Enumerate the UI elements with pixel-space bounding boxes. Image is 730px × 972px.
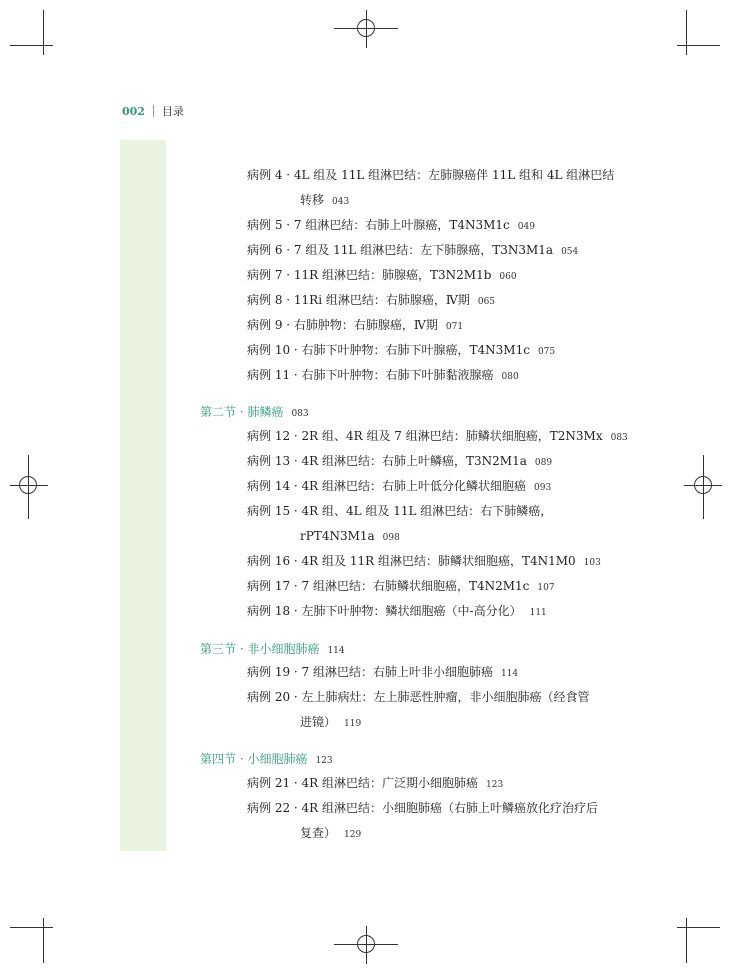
toc-entry[interactable]: 病例 20 · 左上肺病灶：左上肺恶性肿瘤，非小细胞肺癌（经食管 <box>247 690 590 704</box>
toc-entry[interactable]: 病例 6 · 7 组及 11L 组淋巴结：左下肺腺癌，T3N3M1a 054 <box>247 243 579 257</box>
toc-entry[interactable]: 病例 15 · 4R 组、4L 组及 11L 组淋巴结：右下肺鳞癌， <box>247 504 553 518</box>
toc-entry[interactable]: 病例 14 · 4R 组淋巴结：右肺上叶低分化鳞状细胞癌 093 <box>247 479 552 493</box>
toc-section-heading[interactable]: 第三节 · 非小细胞肺癌 114 <box>200 642 345 656</box>
toc-entry[interactable]: 病例 22 · 4R 组淋巴结：小细胞肺癌（右肺上叶鳞癌放化疗治疗后 <box>247 801 599 815</box>
toc-entry[interactable]: 病例 18 · 左肺下叶肿物：鳞状细胞癌（中-高分化） 111 <box>247 604 547 618</box>
toc-entry-continuation[interactable]: 进镜） 119 <box>300 715 362 729</box>
toc-entry[interactable]: 病例 17 · 7 组淋巴结：右肺鳞状细胞癌，T4N2M1c 107 <box>247 579 555 593</box>
green-side-band <box>120 140 166 851</box>
toc-entry[interactable]: 病例 21 · 4R 组淋巴结：广泛期小细胞肺癌 123 <box>247 776 504 790</box>
toc-entry-continuation[interactable]: 复查） 129 <box>300 826 362 840</box>
header-title: 目录 <box>161 105 184 118</box>
toc-entry[interactable]: 病例 12 · 2R 组、4R 组及 7 组淋巴结：肺鳞状细胞癌，T2N3Mx 083 <box>247 429 628 443</box>
toc-entry-continuation[interactable]: 转移 043 <box>300 193 350 207</box>
toc-section-heading[interactable]: 第四节 · 小细胞肺癌 123 <box>200 752 333 766</box>
toc-section-heading[interactable]: 第二节 · 肺鳞癌 083 <box>200 405 309 419</box>
toc-entry[interactable]: 病例 8 · 11Ri 组淋巴结：右肺腺癌，Ⅳ期 065 <box>247 293 496 307</box>
toc-entry[interactable]: 病例 5 · 7 组淋巴结：右肺上叶腺癌，T4N3M1c 049 <box>247 218 535 232</box>
toc-entry[interactable]: 病例 4 · 4L 组及 11L 组淋巴结：左肺腺癌伴 11L 组和 4L 组淋巴结 <box>247 168 615 182</box>
toc-entry[interactable]: 病例 10 · 右肺下叶肿物：右肺下叶腺癌，T4N3M1c 075 <box>247 343 556 357</box>
toc-entry[interactable]: 病例 9 · 右肺肿物：右肺腺癌，Ⅳ期 071 <box>247 318 464 332</box>
toc-entry-continuation[interactable]: rPT4N3M1a 098 <box>300 529 400 543</box>
running-header <box>122 103 184 119</box>
page-number: 002 <box>122 104 145 118</box>
toc-entry[interactable]: 病例 13 · 4R 组淋巴结：右肺上叶鳞癌，T3N2M1a 089 <box>247 454 553 468</box>
toc-entry[interactable]: 病例 19 · 7 组淋巴结：右肺上叶非小细胞肺癌 114 <box>247 665 519 679</box>
toc-entry[interactable]: 病例 7 · 11R 组淋巴结：肺腺癌，T3N2M1b 060 <box>247 268 517 282</box>
header-divider <box>153 105 154 117</box>
toc-entry[interactable]: 病例 16 · 4R 组及 11R 组淋巴结：肺鳞状细胞癌，T4N1M0 103 <box>247 554 601 568</box>
toc-entry[interactable]: 病例 11 · 右肺下叶肿物：右肺下叶肺黏液腺癌 080 <box>247 368 519 382</box>
